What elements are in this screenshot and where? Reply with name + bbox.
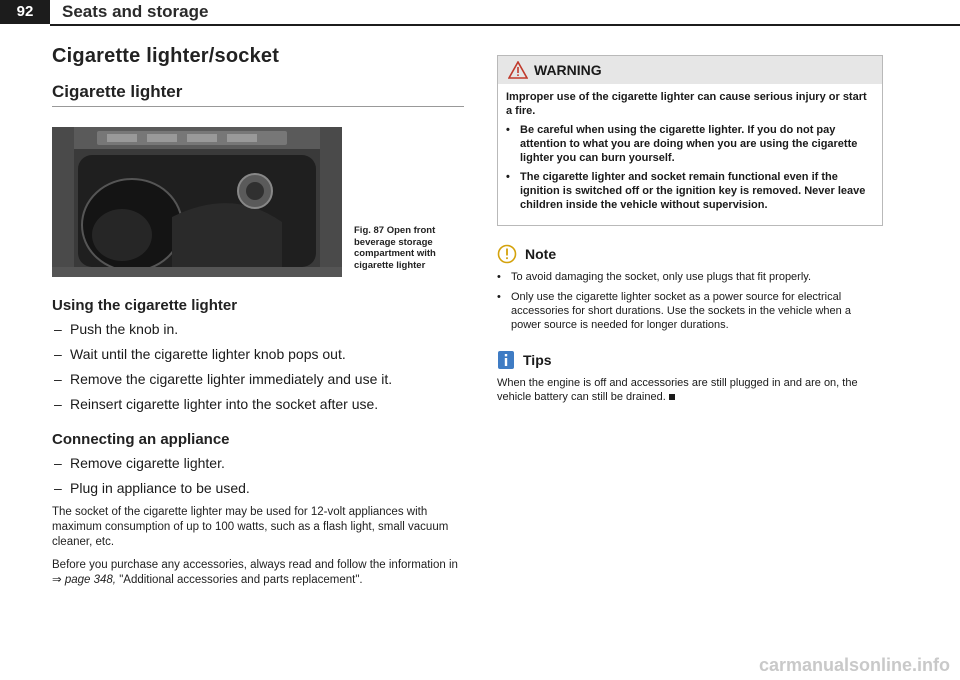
right-column: [497, 55, 883, 404]
using-steps: [52, 320, 464, 413]
note-heading: [497, 244, 883, 264]
list-item: – Push the knob in.: [52, 320, 464, 338]
using-heading: Using the cigarette lighter: [52, 297, 238, 314]
console-illustration: [52, 127, 342, 277]
note-circle-icon: [497, 244, 517, 264]
note-bullet: • Only use the cigarette lighter socket as a power source for electrical accessories for short durations. Use the sockets in the vehicle when a power source is needed for longer durations.: [497, 290, 883, 332]
tips-heading: [497, 350, 883, 370]
note-label: Note: [525, 246, 557, 262]
tips-label: Tips: [523, 352, 552, 368]
warning-body: [498, 84, 882, 225]
note-bullet: • To avoid damaging the socket, only use plugs that fit properly.: [497, 271, 812, 283]
tips-text: [497, 376, 883, 404]
list-item: – Plug in appliance to be used.: [52, 479, 464, 497]
accessories-text-b: "Additional accessories and parts replacement".: [116, 574, 363, 586]
note-bullet-text: Only use the cigarette lighter socket as a power source for electrical accessories for short durations. Use the sockets in the vehicle when a power source is needed for longer durations.: [511, 291, 851, 331]
watermark: carmanualsonline.info: [758, 655, 950, 675]
left-column: [52, 45, 464, 588]
page-reference-link[interactable]: page 348,: [64, 574, 117, 586]
page-title: Cigarette lighter/socket: [52, 45, 280, 67]
figure-caption: Fig. 87 Open front beverage storage compartment with cigarette lighter: [354, 225, 436, 271]
warning-bullet-text: Be careful when using the cigarette lighter. If you do not pay attention to what you are doing when you are using the cigarette lighter you can burn yourself.: [520, 124, 858, 164]
warning-bullet: • The cigarette lighter and socket remain functional even if the ignition is switched off or the ignition key is removed. Never leave children inside the vehicle without supervision.: [506, 170, 874, 212]
warning-label: WARNING: [534, 62, 602, 78]
note-bullet-text: To avoid damaging the socket, only use plugs that fit properly.: [511, 271, 812, 283]
running-head: Seats and storage: [62, 2, 209, 21]
page-header: [0, 0, 960, 30]
list-item: – Wait until the cigarette lighter knob pops out.: [52, 345, 464, 363]
warning-title: [498, 56, 882, 84]
page-number: 92: [0, 0, 50, 24]
list-item: – Reinsert cigarette lighter into the socket after use.: [52, 395, 464, 413]
figure-photo: [52, 127, 342, 277]
header-rule: [50, 24, 960, 26]
warning-triangle-icon: [508, 61, 528, 79]
warning-bullet: • Be careful when using the cigarette lighter. If you do not pay attention to what you are doing when you are using the cigarette lighter you can burn yourself.: [506, 123, 874, 165]
list-item: – Remove cigarette lighter.: [52, 454, 464, 472]
connecting-steps: [52, 454, 464, 497]
figure-87: [52, 127, 464, 279]
warning-box: [497, 55, 883, 226]
tips-text-content: When the engine is off and accessories are still plugged in and are on, the vehicle battery can still be drained.: [497, 377, 858, 403]
list-item: – Remove the cigarette lighter immediately and use it.: [52, 370, 464, 388]
warning-intro: Improper use of the cigarette lighter can cause serious injury or start a fire.: [506, 91, 867, 117]
accessories-paragraph: [52, 558, 464, 588]
accessories-text-a: Before you purchase any accessories, always read and follow the information in ⇒: [52, 559, 458, 586]
note-list: [497, 270, 883, 332]
connecting-heading: Connecting an appliance: [52, 431, 230, 448]
warning-bullet-text: The cigarette lighter and socket remain functional even if the ignition is switched off or the ignition key is removed. Never leave children inside the vehicle without supervision.: [520, 171, 866, 211]
info-icon: [497, 350, 515, 370]
section-subtitle: Cigarette lighter: [52, 82, 464, 107]
end-mark-icon: [669, 394, 675, 400]
socket-paragraph: The socket of the cigarette lighter may be used for 12-volt appliances with maximum consumption of up to 100 watts, such as a flash light, small vacuum cleaner, etc.: [52, 506, 449, 548]
